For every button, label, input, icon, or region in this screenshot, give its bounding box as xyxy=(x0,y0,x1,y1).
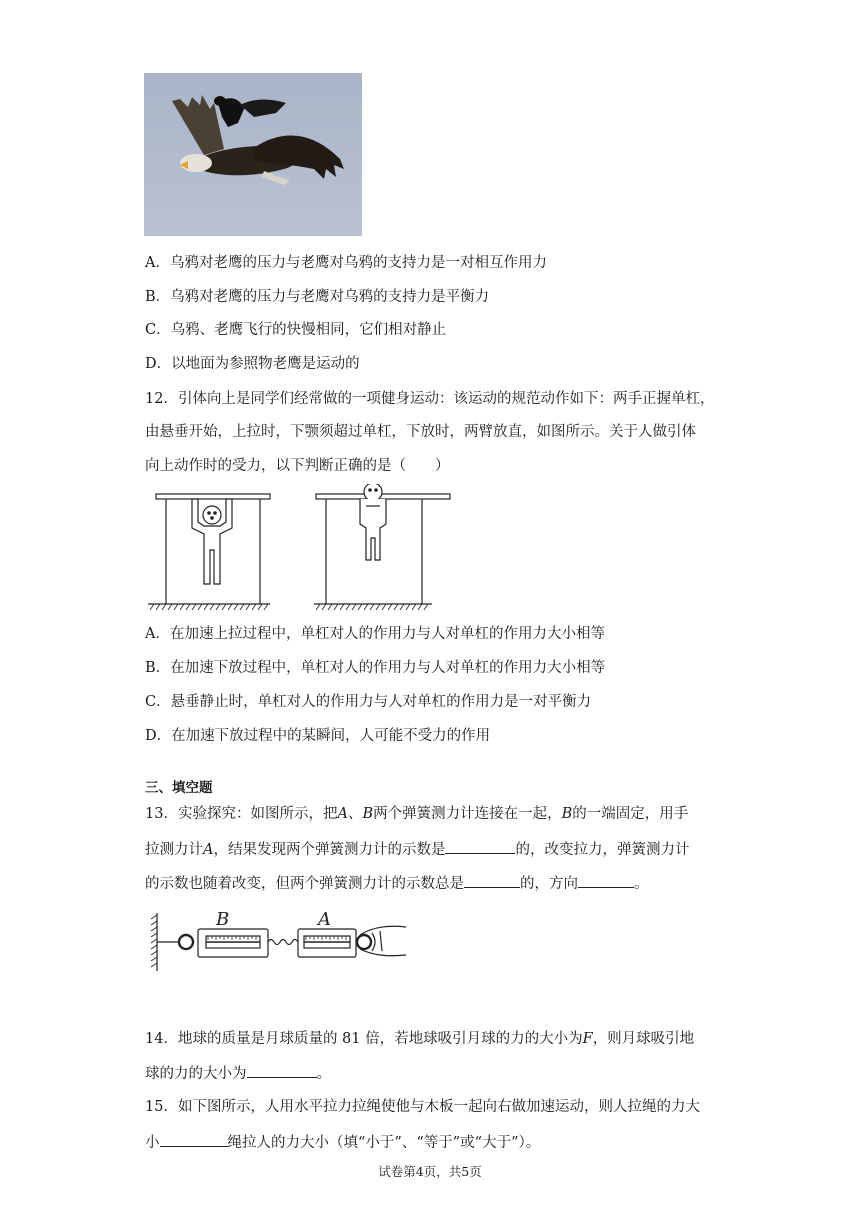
q14-line-2: 球的力的大小为 。 xyxy=(145,1063,331,1084)
eagle-crow-photo xyxy=(144,73,362,236)
scale-b-label: B xyxy=(216,909,230,930)
spring-scales-figure xyxy=(150,905,415,975)
q12-option-b: B．在加速下放过程中，单杠对人的作用力与人对单杠的作用力大小相等 xyxy=(145,660,606,676)
q11-option-a: A．乌鸦对老鹰的压力与老鹰对乌鸦的支持力是一对相互作用力 xyxy=(145,255,547,271)
q13-line-2: 拉测力计A，结果发现两个弹簧测力计的示数是 的，改变拉力，弹簧测力计 xyxy=(145,839,689,860)
q15-line-2: 小 绳拉人的力大小（填“小于”、“等于”或“大于”）。 xyxy=(145,1132,540,1153)
answer-blank[interactable] xyxy=(578,873,634,888)
q12-stem-line-1: 12．引体向上是同学们经常做的一项健身运动：该运动的规范动作如下：两手正握单杠， xyxy=(145,391,715,407)
section-heading: 三、填空题 xyxy=(145,780,213,796)
answer-blank[interactable] xyxy=(445,839,515,854)
q15-line-1: 15．如下图所示，人用水平拉力拉绳使他与木板一起向右做加速运动，则人拉绳的力大 xyxy=(145,1099,700,1115)
q12-option-d: D．在加速下放过程中的某瞬间，人可能不受力的作用 xyxy=(145,728,491,744)
q14-line-1: 14．地球的质量是月球质量的 81 倍，若地球吸引月球的力的大小为F，则月球吸引地 xyxy=(145,1031,695,1047)
pull-up-figure xyxy=(140,484,460,614)
q13-line-1: 13．实验探究：如图所示，把A、B两个弹簧测力计连接在一起，B的一端固定，用手 xyxy=(145,806,689,822)
answer-blank[interactable] xyxy=(160,1132,228,1147)
answer-blank[interactable] xyxy=(247,1063,317,1078)
q13-line-3: 的示数也随着改变，但两个弹簧测力计的示数总是 的，方向 。 xyxy=(145,873,649,894)
q12-stem-line-2: 由悬垂开始，上拉时，下颚须超过单杠，下放时，两臂放直，如图所示。关于人做引体 xyxy=(145,424,696,440)
answer-blank[interactable] xyxy=(464,873,520,888)
q12-stem-line-3: 向上动作时的受力，以下判断正确的是（ ） xyxy=(145,458,450,474)
q11-option-c: C．乌鸦、老鹰飞行的快慢相同，它们相对静止 xyxy=(145,322,447,338)
page-footer: 试卷第4页，共5页 xyxy=(378,1164,482,1179)
q11-option-d: D．以地面为参照物老鹰是运动的 xyxy=(145,356,360,372)
q12-option-a: A．在加速上拉过程中，单杠对人的作用力与人对单杠的作用力大小相等 xyxy=(145,626,605,642)
q12-option-c: C．悬垂静止时，单杠对人的作用力与人对单杠的作用力是一对平衡力 xyxy=(145,694,592,710)
scale-a-label: A xyxy=(318,909,331,930)
q11-option-b: B．乌鸦对老鹰的压力与老鹰对乌鸦的支持力是平衡力 xyxy=(145,289,490,305)
